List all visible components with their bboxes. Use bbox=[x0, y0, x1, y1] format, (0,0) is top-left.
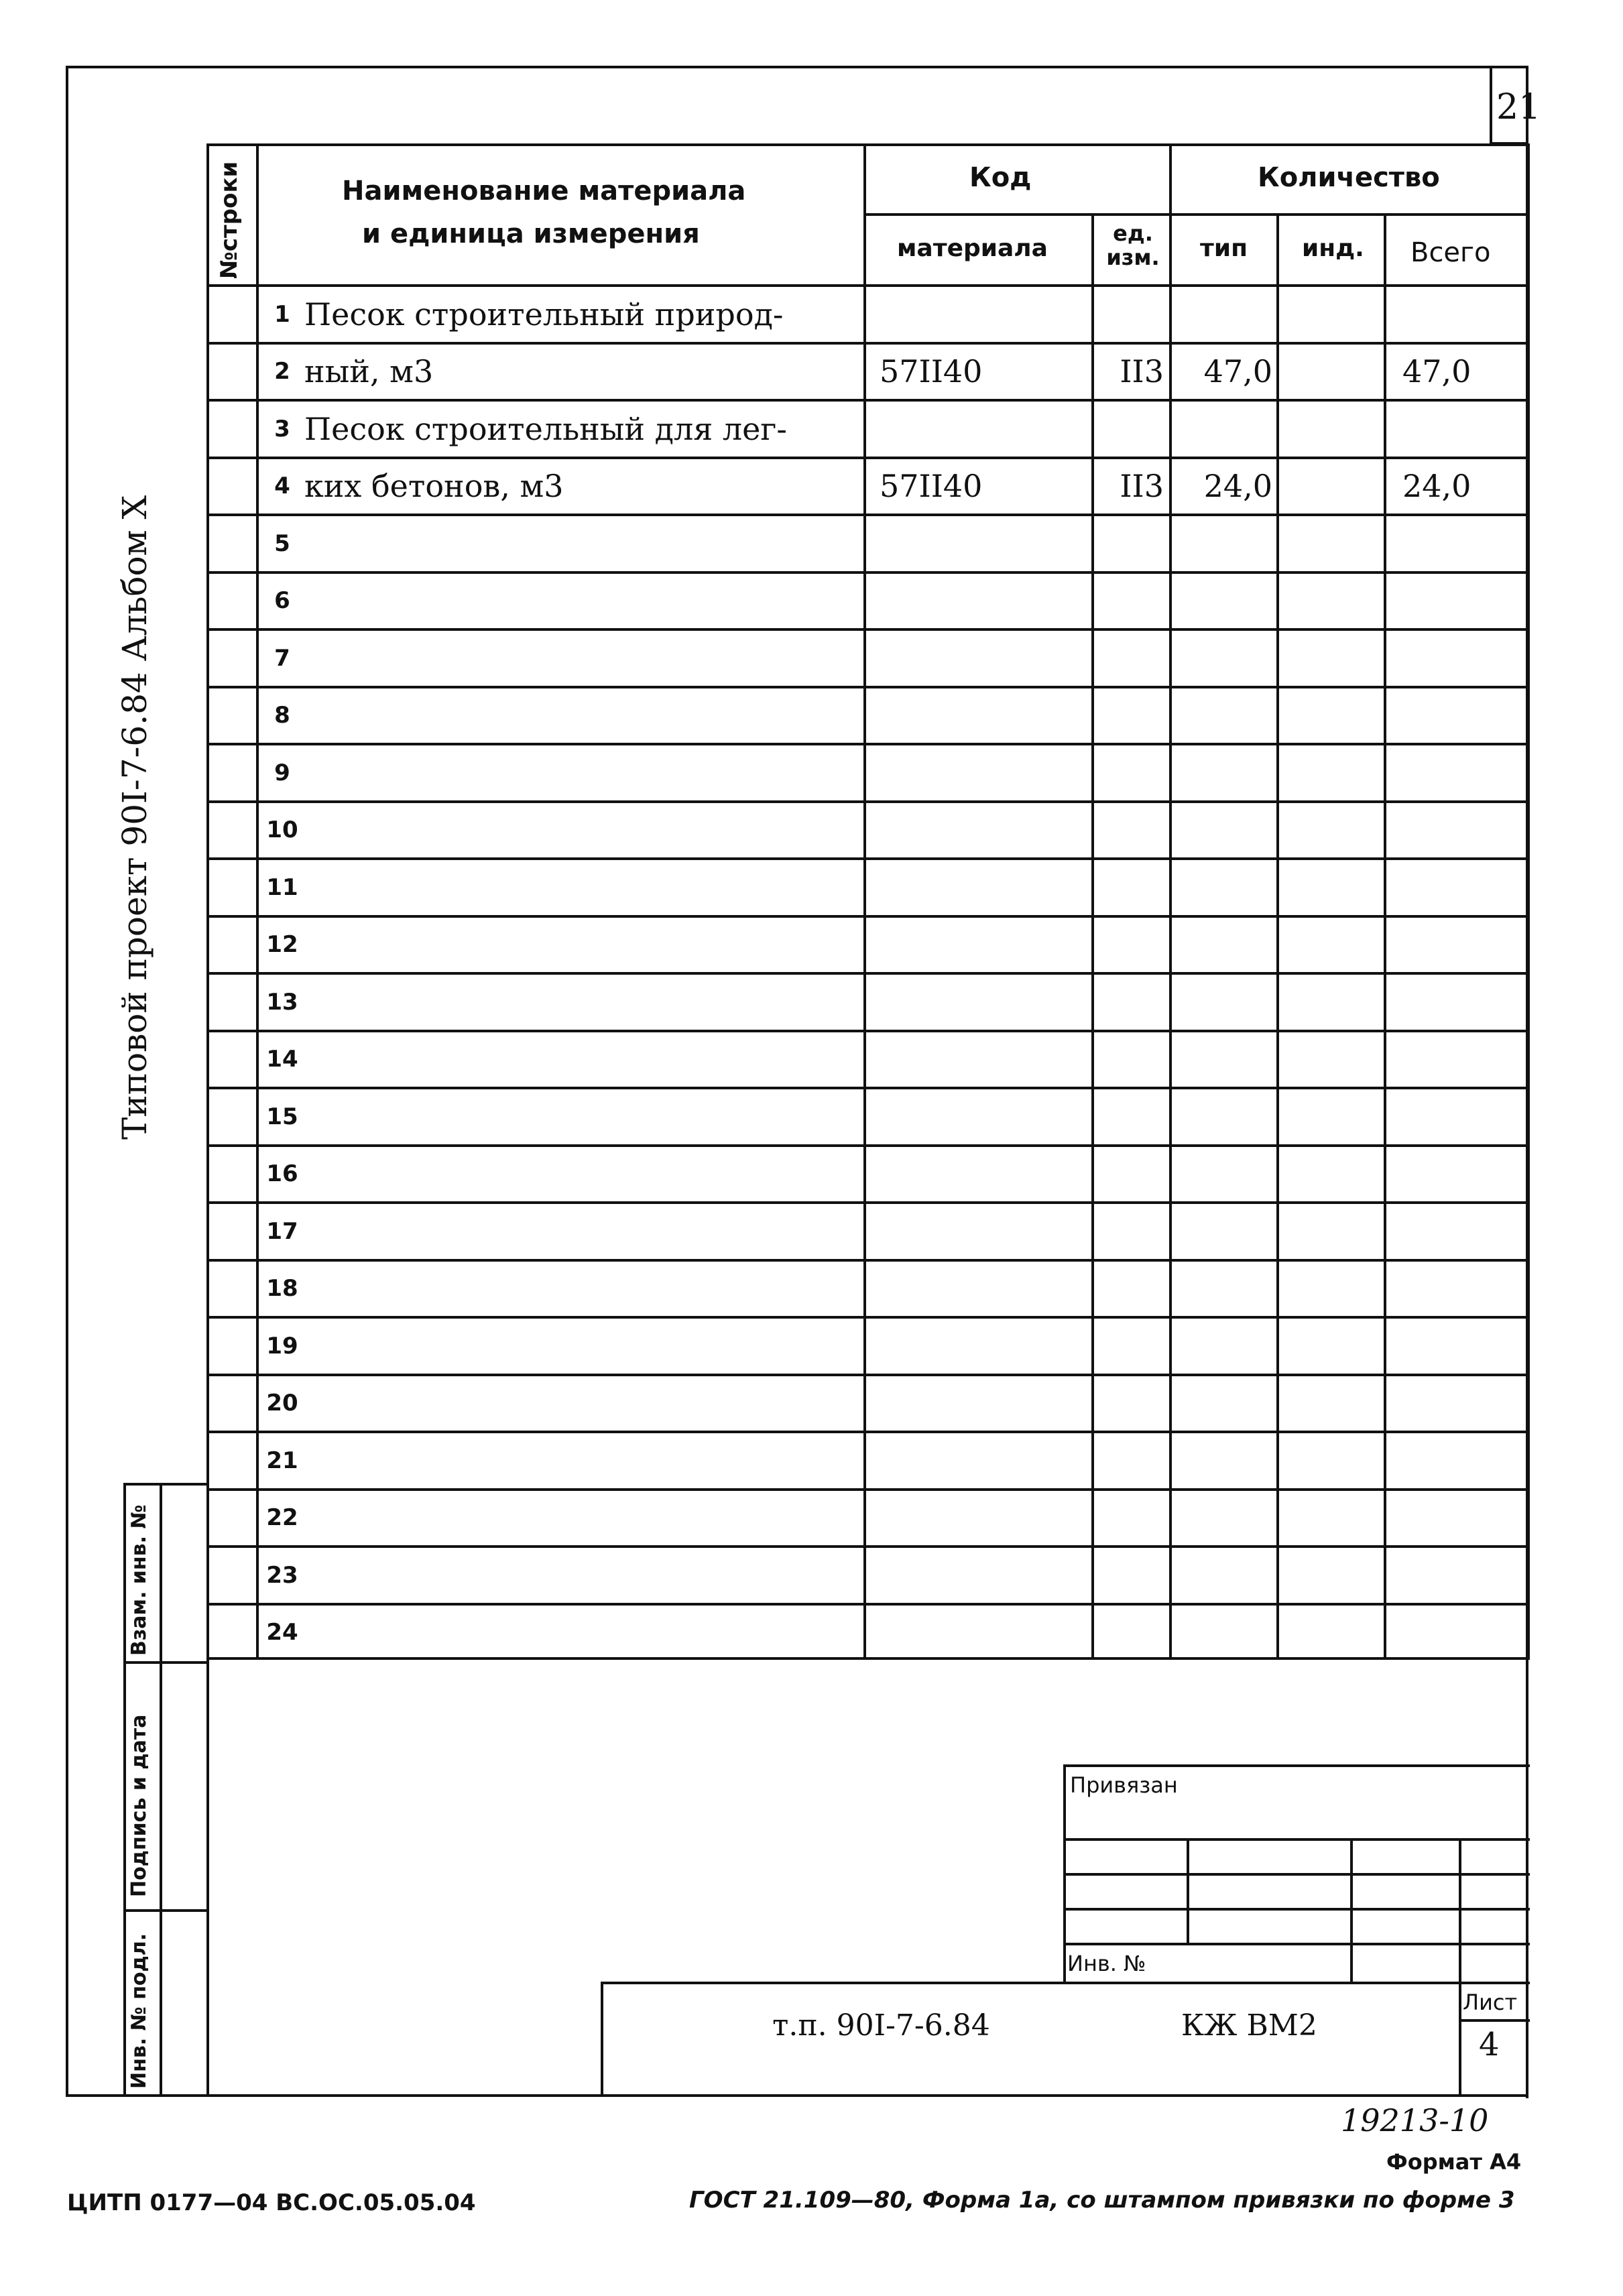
qty-total bbox=[1386, 1262, 1527, 1317]
material-name bbox=[304, 1376, 861, 1431]
qty-type bbox=[1172, 574, 1274, 629]
unit-code bbox=[1094, 975, 1168, 1030]
qty-ind bbox=[1279, 516, 1381, 571]
qty-ind bbox=[1279, 1548, 1381, 1603]
material-name bbox=[304, 1606, 861, 1660]
material-code bbox=[880, 1147, 1089, 1202]
format-label: Формат А4 bbox=[1386, 2149, 1522, 2175]
material-name bbox=[304, 1032, 861, 1087]
priv-col-1 bbox=[1187, 1838, 1189, 1943]
qty-ind bbox=[1279, 1491, 1381, 1546]
material-code bbox=[880, 1262, 1089, 1317]
material-code bbox=[880, 516, 1089, 571]
qty-total bbox=[1386, 1491, 1527, 1546]
row-number: 21 bbox=[266, 1447, 298, 1474]
unit-code bbox=[1094, 745, 1168, 800]
row-number: 2 bbox=[274, 358, 290, 385]
unit-code bbox=[1094, 688, 1168, 743]
material-code bbox=[880, 975, 1089, 1030]
material-name bbox=[304, 1089, 861, 1144]
unit-code bbox=[1094, 1147, 1168, 1202]
qty-type bbox=[1172, 1491, 1274, 1546]
qty-total bbox=[1386, 631, 1527, 686]
row-number: 15 bbox=[266, 1103, 298, 1130]
qty-ind bbox=[1279, 402, 1381, 457]
qty-ind bbox=[1279, 1319, 1381, 1374]
stamp-vzam-inv: Взам. инв. № bbox=[127, 1504, 151, 1656]
handwritten-number: 19213-10 bbox=[1341, 2102, 1489, 2138]
qty-ind bbox=[1279, 459, 1381, 514]
header-quantity: Количество bbox=[1258, 162, 1440, 193]
left-stamp-line-2 bbox=[123, 1909, 209, 1912]
privyazan-label: Привязан bbox=[1070, 1772, 1178, 1798]
qty-ind bbox=[1279, 745, 1381, 800]
qty-type: 47,0 bbox=[1203, 353, 1272, 390]
header-code-unit: ед. изм. bbox=[1106, 221, 1160, 270]
row-number: 23 bbox=[266, 1561, 298, 1589]
header-qty-total: Всего bbox=[1410, 237, 1491, 268]
inv-no-label: Инв. № bbox=[1067, 1951, 1146, 1976]
row-number: 17 bbox=[266, 1217, 298, 1245]
material-code bbox=[880, 631, 1089, 686]
row-number: 1 bbox=[274, 300, 290, 328]
qty-total bbox=[1386, 745, 1527, 800]
material-name bbox=[304, 1319, 861, 1374]
material-name bbox=[304, 516, 861, 571]
qty-type bbox=[1172, 516, 1274, 571]
row-number: 5 bbox=[274, 530, 290, 557]
unit-code bbox=[1094, 1376, 1168, 1431]
qty-total bbox=[1386, 1433, 1527, 1488]
qty-total bbox=[1386, 1032, 1527, 1087]
row-number: 11 bbox=[266, 873, 298, 901]
qty-ind bbox=[1279, 1032, 1381, 1087]
footer-left: ЦИТП 0177—04 ВС.ОС.05.05.04 bbox=[67, 2189, 476, 2216]
material-code bbox=[880, 918, 1089, 973]
unit-code bbox=[1094, 918, 1168, 973]
sheet-label: Лист bbox=[1463, 1990, 1518, 2015]
qty-total bbox=[1386, 860, 1527, 915]
qty-total bbox=[1386, 1376, 1527, 1431]
material-name bbox=[304, 745, 861, 800]
unit-code bbox=[1094, 631, 1168, 686]
qty-ind bbox=[1279, 975, 1381, 1030]
qty-ind bbox=[1279, 860, 1381, 915]
title-top-line bbox=[601, 1982, 1530, 1984]
row-number: 20 bbox=[266, 1390, 298, 1417]
material-name bbox=[304, 1262, 861, 1317]
material-code bbox=[880, 402, 1089, 457]
material-name bbox=[304, 860, 861, 915]
header-qty-type: тип bbox=[1200, 235, 1248, 262]
material-code bbox=[880, 1491, 1089, 1546]
qty-ind bbox=[1279, 1376, 1381, 1431]
material-code bbox=[880, 803, 1089, 858]
qty-total bbox=[1386, 1319, 1527, 1374]
row-number: 14 bbox=[266, 1046, 298, 1073]
qty-type bbox=[1172, 1548, 1274, 1603]
material-name bbox=[304, 1548, 861, 1603]
unit-code bbox=[1094, 1262, 1168, 1317]
material-code bbox=[880, 1606, 1089, 1660]
material-name bbox=[304, 918, 861, 973]
material-code bbox=[880, 1204, 1089, 1259]
unit-code bbox=[1094, 1204, 1168, 1259]
qty-total bbox=[1386, 918, 1527, 973]
material-name: Песок строительный для лег- bbox=[304, 410, 787, 447]
qty-type bbox=[1172, 1433, 1274, 1488]
qty-total: 24,0 bbox=[1402, 468, 1471, 505]
unit-code bbox=[1094, 1032, 1168, 1087]
qty-type bbox=[1172, 402, 1274, 457]
unit-code bbox=[1094, 1606, 1168, 1660]
material-name bbox=[304, 803, 861, 858]
qty-total bbox=[1386, 803, 1527, 858]
material-name bbox=[304, 1433, 861, 1488]
unit-code bbox=[1094, 1089, 1168, 1144]
side-title: Типовой проект 90I-7-6.84 Альбом X bbox=[115, 495, 154, 1140]
unit-code: II3 bbox=[1120, 353, 1164, 390]
designation: т.п. 90I-7-6.84 bbox=[772, 2008, 990, 2043]
unit-code bbox=[1094, 860, 1168, 915]
qty-ind bbox=[1279, 631, 1381, 686]
qty-type bbox=[1172, 975, 1274, 1030]
row-number: 8 bbox=[274, 702, 290, 729]
material-code bbox=[880, 1032, 1089, 1087]
unit-code bbox=[1094, 574, 1168, 629]
unit-code bbox=[1094, 1548, 1168, 1603]
qty-total bbox=[1386, 516, 1527, 571]
qty-ind bbox=[1279, 1262, 1381, 1317]
qty-type bbox=[1172, 1204, 1274, 1259]
qty-total bbox=[1386, 1089, 1527, 1144]
material-code bbox=[880, 688, 1089, 743]
material-name bbox=[304, 574, 861, 629]
row-number: 18 bbox=[266, 1275, 298, 1303]
qty-type bbox=[1172, 860, 1274, 915]
unit-code bbox=[1094, 516, 1168, 571]
qty-type bbox=[1172, 803, 1274, 858]
material-code: 57II40 bbox=[880, 353, 983, 390]
qty-ind bbox=[1279, 688, 1381, 743]
header-qty-ind: инд. bbox=[1302, 235, 1364, 262]
row-number: 9 bbox=[274, 759, 290, 786]
header-mid-line bbox=[863, 213, 1530, 216]
material-name bbox=[304, 631, 861, 686]
row-number: 19 bbox=[266, 1332, 298, 1360]
qty-type bbox=[1172, 745, 1274, 800]
qty-ind bbox=[1279, 1433, 1381, 1488]
priv-col-3 bbox=[1459, 1838, 1461, 2097]
row-number: 6 bbox=[274, 587, 290, 615]
row-number: 4 bbox=[274, 473, 290, 500]
qty-ind bbox=[1279, 1204, 1381, 1259]
header-name-line2: и единица измерения bbox=[362, 219, 700, 249]
qty-ind bbox=[1279, 918, 1381, 973]
qty-type: 24,0 bbox=[1203, 468, 1272, 505]
material-code bbox=[880, 574, 1089, 629]
qty-type bbox=[1172, 287, 1274, 342]
header-code-material: материала bbox=[897, 235, 1048, 262]
row-number: 12 bbox=[266, 931, 298, 959]
material-name bbox=[304, 1204, 861, 1259]
qty-type bbox=[1172, 1032, 1274, 1087]
qty-type bbox=[1172, 1319, 1274, 1374]
bottom-left-edge bbox=[206, 1660, 209, 2097]
row-number: 13 bbox=[266, 988, 298, 1016]
left-stamp-line-1 bbox=[123, 1661, 209, 1664]
qty-total bbox=[1386, 1548, 1527, 1603]
qty-ind bbox=[1279, 574, 1381, 629]
qty-total bbox=[1386, 574, 1527, 629]
row-number: 16 bbox=[266, 1160, 298, 1188]
row-number: 10 bbox=[266, 817, 298, 844]
qty-total bbox=[1386, 402, 1527, 457]
material-code bbox=[880, 745, 1089, 800]
material-name bbox=[304, 1147, 861, 1202]
priv-col-2 bbox=[1350, 1838, 1353, 1983]
unit-code: II3 bbox=[1120, 468, 1164, 505]
material-code bbox=[880, 860, 1089, 915]
material-name bbox=[304, 688, 861, 743]
qty-type bbox=[1172, 1376, 1274, 1431]
material-name: ный, м3 bbox=[304, 353, 434, 390]
qty-type bbox=[1172, 688, 1274, 743]
title-left-line bbox=[601, 1982, 603, 2097]
qty-type bbox=[1172, 631, 1274, 686]
header-name-line1: Наименование материала bbox=[342, 176, 746, 206]
material-code: 57II40 bbox=[880, 468, 983, 505]
qty-type bbox=[1172, 1089, 1274, 1144]
qty-total bbox=[1386, 1147, 1527, 1202]
material-code bbox=[880, 1433, 1089, 1488]
qty-ind bbox=[1279, 345, 1381, 400]
qty-total bbox=[1386, 1606, 1527, 1660]
unit-code bbox=[1094, 1433, 1168, 1488]
doc-mark: КЖ ВМ2 bbox=[1181, 2008, 1317, 2043]
qty-total: 47,0 bbox=[1402, 353, 1471, 390]
qty-total bbox=[1386, 287, 1527, 342]
row-number: 22 bbox=[266, 1504, 298, 1532]
footer-right: ГОСТ 21.109—80, Форма 1а, со штампом привязки по форме 3 bbox=[689, 2187, 1515, 2214]
header-code: Код bbox=[969, 162, 1032, 193]
header-row-no: №строки bbox=[216, 161, 243, 279]
sheet-corner-number: 21 bbox=[1496, 87, 1541, 127]
qty-total bbox=[1386, 975, 1527, 1030]
sheet-number: 4 bbox=[1479, 2026, 1500, 2063]
unit-code bbox=[1094, 1319, 1168, 1374]
unit-code bbox=[1094, 1491, 1168, 1546]
sheet-label-line bbox=[1459, 2019, 1530, 2022]
qty-ind bbox=[1279, 1147, 1381, 1202]
material-code bbox=[880, 1376, 1089, 1431]
material-name: Песок строительный природ- bbox=[304, 296, 784, 333]
left-stamp-divider bbox=[160, 1483, 162, 2097]
qty-type bbox=[1172, 1147, 1274, 1202]
unit-code bbox=[1094, 402, 1168, 457]
material-code bbox=[880, 1319, 1089, 1374]
qty-type bbox=[1172, 1262, 1274, 1317]
material-name: ких бетонов, м3 bbox=[304, 468, 564, 505]
qty-ind bbox=[1279, 803, 1381, 858]
stamp-podpis-data: Подпись и дата bbox=[127, 1714, 151, 1897]
unit-code bbox=[1094, 287, 1168, 342]
material-code bbox=[880, 1548, 1089, 1603]
qty-ind bbox=[1279, 287, 1381, 342]
qty-total bbox=[1386, 688, 1527, 743]
material-code bbox=[880, 287, 1089, 342]
qty-type bbox=[1172, 1606, 1274, 1660]
row-number: 7 bbox=[274, 644, 290, 672]
material-name bbox=[304, 1491, 861, 1546]
unit-code bbox=[1094, 803, 1168, 858]
row-number: 24 bbox=[266, 1619, 298, 1646]
qty-type bbox=[1172, 918, 1274, 973]
qty-ind bbox=[1279, 1606, 1381, 1660]
qty-total bbox=[1386, 1204, 1527, 1259]
material-name bbox=[304, 975, 861, 1030]
row-number: 3 bbox=[274, 415, 290, 442]
priv-top-line bbox=[1063, 1764, 1530, 1767]
qty-ind bbox=[1279, 1089, 1381, 1144]
material-code bbox=[880, 1089, 1089, 1144]
stamp-inv-podl: Инв. № подл. bbox=[127, 1933, 151, 2089]
